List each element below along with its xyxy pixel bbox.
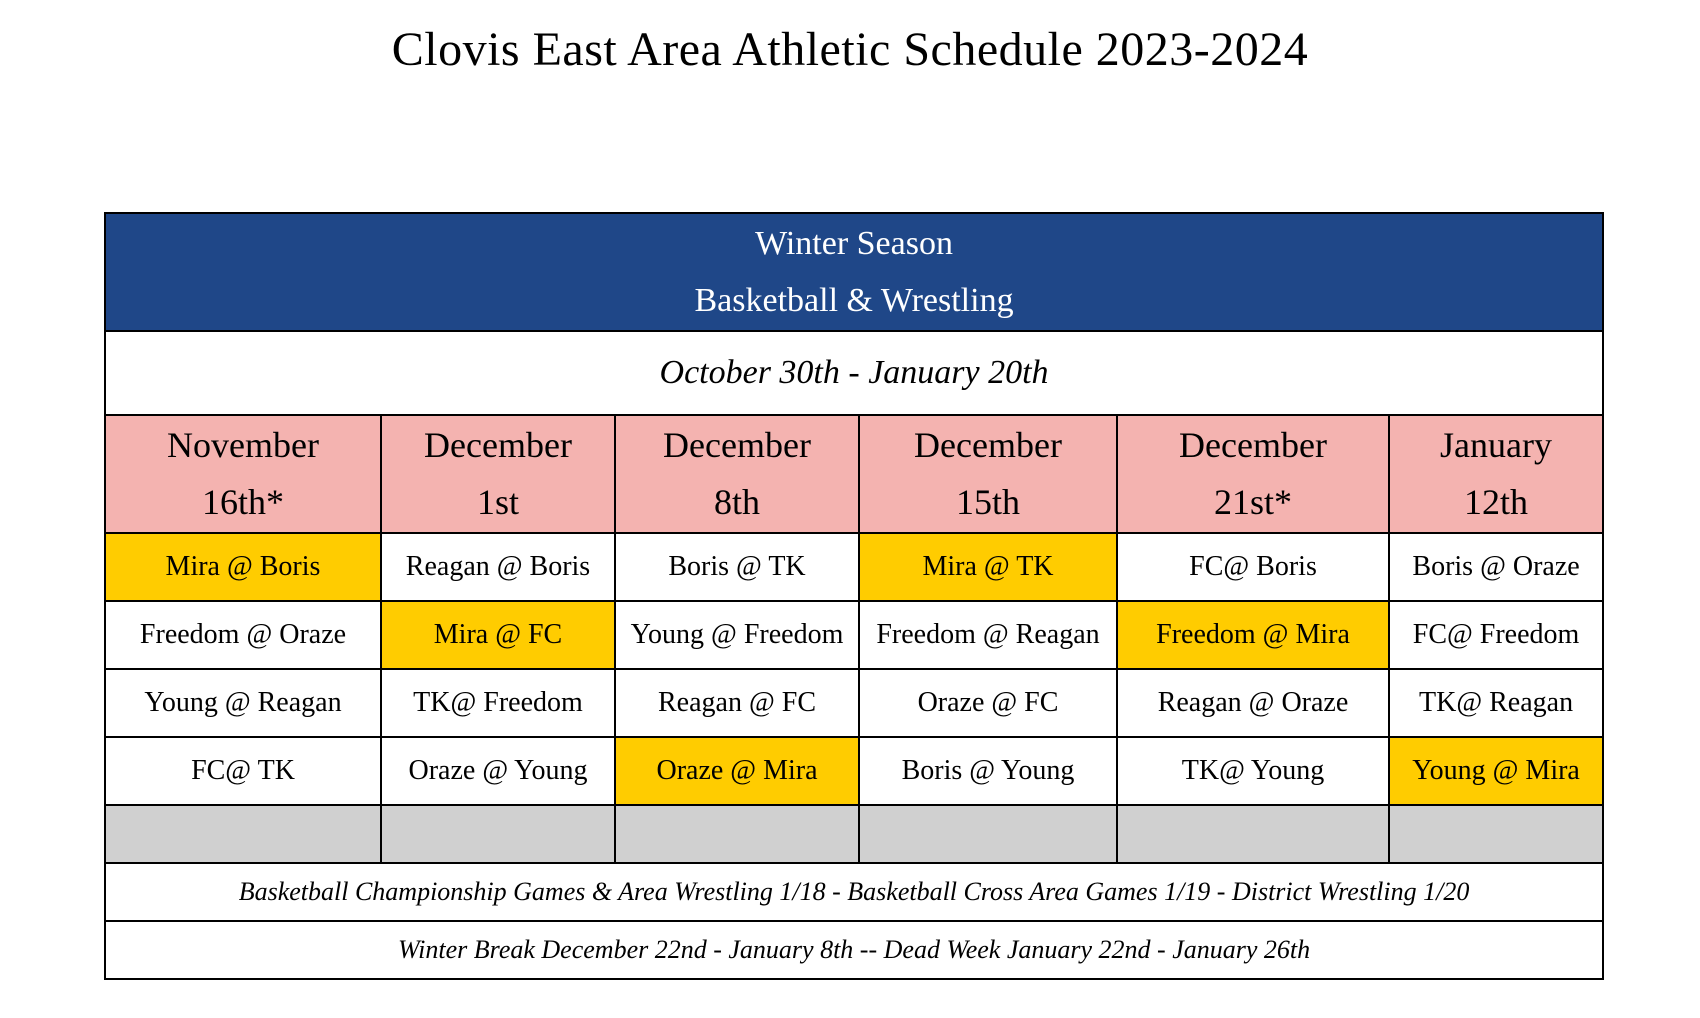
- breaks-note: Winter Break December 22nd - January 8th -- Dead Week January 22nd - January 26th: [105, 921, 1603, 979]
- game-cell: Young @ Freedom: [615, 601, 859, 669]
- date-range-row: [105, 331, 1603, 415]
- game-cell: Freedom @ Reagan: [859, 601, 1117, 669]
- game-cell: Boris @ Oraze: [1389, 533, 1603, 601]
- season-header-cell: [105, 213, 1603, 331]
- championship-note-row: [105, 863, 1603, 921]
- blank-cell: [1389, 805, 1603, 863]
- date-day: 15th: [955, 482, 1020, 522]
- breaks-note-row: [105, 921, 1603, 979]
- game-cell: Oraze @ Young: [381, 737, 615, 805]
- championship-note: Basketball Championship Games & Area Wrestling 1/18 - Basketball Cross Area Games 1/19 - District Wrestling 1/20: [105, 863, 1603, 921]
- game-cell: Reagan @ Boris: [381, 533, 615, 601]
- game-cell: Freedom @ Mira: [1117, 601, 1389, 669]
- game-cell: FC@ Freedom: [1389, 601, 1603, 669]
- game-cell: Boris @ Young: [859, 737, 1117, 805]
- game-cell: TK@ Young: [1117, 737, 1389, 805]
- game-cell: Reagan @ Oraze: [1117, 669, 1389, 737]
- date-month: December: [424, 425, 572, 465]
- game-cell: Young @ Reagan: [105, 669, 381, 737]
- blank-cell: [615, 805, 859, 863]
- game-cell: Mira @ TK: [859, 533, 1117, 601]
- season-header-row: [105, 213, 1603, 331]
- season-sports: Basketball & Wrestling: [694, 282, 1014, 319]
- date-header-jan-12: [1389, 415, 1603, 533]
- game-cell: Mira @ FC: [381, 601, 615, 669]
- blank-cell: [381, 805, 615, 863]
- date-day: 8th: [713, 482, 760, 522]
- date-header-dec-21: [1117, 415, 1389, 533]
- blank-cell: [859, 805, 1117, 863]
- schedule-table: [104, 212, 1604, 980]
- date-header-row: [105, 415, 1603, 533]
- blank-cell: [105, 805, 381, 863]
- date-day: 16th*: [201, 482, 284, 522]
- game-row: [105, 601, 1603, 669]
- game-cell: TK@ Freedom: [381, 669, 615, 737]
- blank-cell: [1117, 805, 1389, 863]
- game-cell: Oraze @ Mira: [615, 737, 859, 805]
- date-header-dec-1: [381, 415, 615, 533]
- game-cell: TK@ Reagan: [1389, 669, 1603, 737]
- blank-row: [105, 805, 1603, 863]
- game-row: [105, 533, 1603, 601]
- date-month: January: [1440, 425, 1553, 465]
- date-month: November: [167, 425, 319, 465]
- date-day: 21st*: [1213, 482, 1292, 522]
- date-month: December: [914, 425, 1062, 465]
- date-header-dec-8: [615, 415, 859, 533]
- game-cell: Reagan @ FC: [615, 669, 859, 737]
- game-cell: Boris @ TK: [615, 533, 859, 601]
- date-range: October 30th - January 20th: [105, 331, 1603, 415]
- page-title: Clovis East Area Athletic Schedule 2023-2024: [391, 23, 1309, 76]
- date-header-dec-15: [859, 415, 1117, 533]
- date-month: December: [663, 425, 811, 465]
- game-cell: FC@ TK: [105, 737, 381, 805]
- game-cell: Mira @ Boris: [105, 533, 381, 601]
- game-cell: Young @ Mira: [1389, 737, 1603, 805]
- date-header-nov-16: [105, 415, 381, 533]
- game-cell: Oraze @ FC: [859, 669, 1117, 737]
- date-day: 12th: [1464, 482, 1529, 522]
- game-cell: Freedom @ Oraze: [105, 601, 381, 669]
- date-month: December: [1179, 425, 1327, 465]
- game-cell: FC@ Boris: [1117, 533, 1389, 601]
- date-day: 1st: [476, 482, 519, 522]
- season-name: Winter Season: [755, 225, 953, 262]
- game-row: [105, 669, 1603, 737]
- game-row: [105, 737, 1603, 805]
